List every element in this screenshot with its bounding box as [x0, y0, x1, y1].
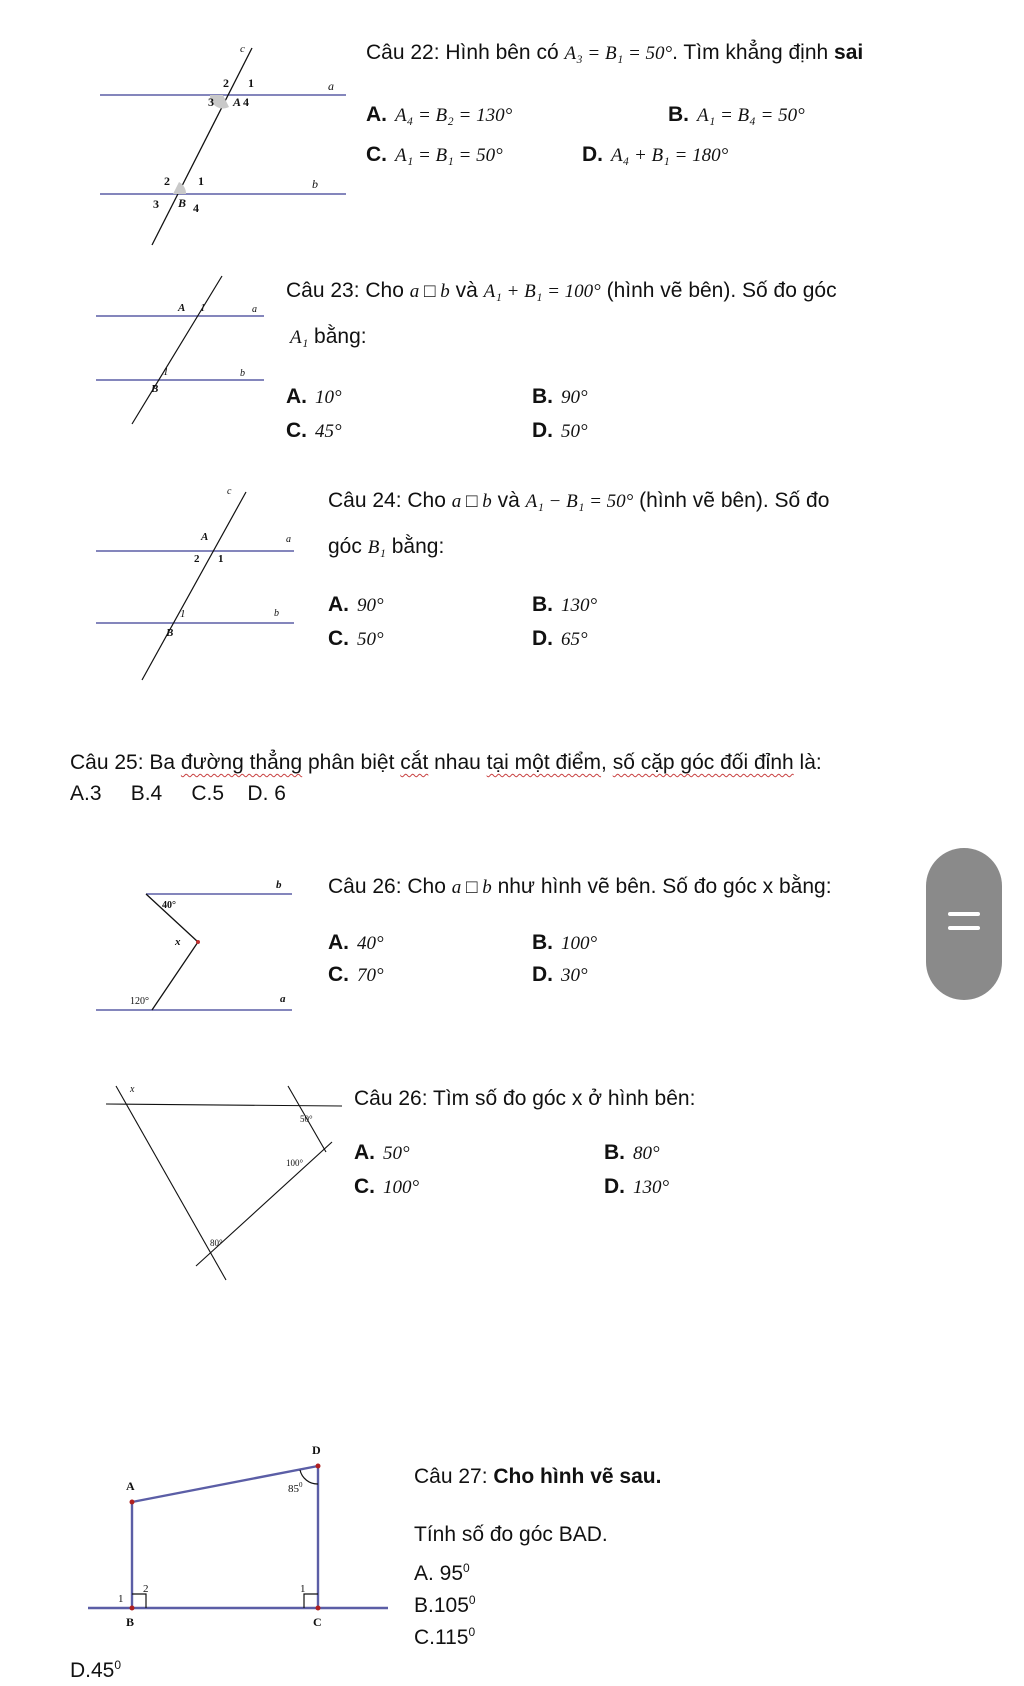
q26a-option-c[interactable]: [328, 962, 384, 989]
q25-w1: đường thẳng: [180, 751, 303, 774]
label-x: x: [175, 936, 181, 948]
q23-math2: A₁ + B₁ = 100°: [483, 281, 601, 302]
question-27: [414, 1464, 661, 1490]
label-1a: 1: [248, 76, 254, 90]
q27-bold: Cho hình vẽ sau.: [493, 1465, 662, 1488]
option-sup: 0: [468, 1625, 476, 1639]
q25-prefix: Câu 25: Ba: [70, 751, 181, 774]
label-B: B: [151, 383, 159, 395]
option-value: 130°: [633, 1177, 670, 1198]
q22-math: A₃ = B₁ = 50°: [564, 43, 673, 64]
q24-option-b[interactable]: [532, 592, 597, 619]
q27-question: Tính số đo góc BAD.: [414, 1523, 608, 1546]
option-value: 80°: [633, 1143, 660, 1164]
menu-fab-button[interactable]: [926, 848, 1002, 1000]
option-label: B.: [604, 1141, 625, 1164]
option-label: B.105: [414, 1594, 469, 1617]
q26a-option-a[interactable]: [328, 930, 384, 957]
q27-option-a[interactable]: [414, 1555, 470, 1587]
option-label: B.: [532, 931, 553, 954]
question-23: [286, 278, 837, 305]
q24-mid: và: [491, 489, 526, 512]
option-sup: 0: [114, 1658, 122, 1672]
option-value: A₄ + B₁ = 180°: [611, 145, 729, 166]
label-b: b: [312, 177, 318, 191]
option-value: 100°: [383, 1177, 420, 1198]
q24-math1: a □ b: [451, 491, 492, 512]
option-label: D.45: [70, 1659, 115, 1682]
label-85-sup: 0: [299, 1481, 303, 1489]
zigzag: [146, 894, 198, 1010]
line-c: [132, 276, 222, 424]
figure-q26a: [96, 870, 296, 1010]
q23-line2-text: bằng:: [308, 325, 367, 348]
label-1b: 1: [180, 608, 186, 620]
q23-suffix: (hình vẽ bên). Số đo góc: [600, 279, 837, 302]
q23-mid: và: [449, 279, 484, 302]
figure-q23: [94, 272, 284, 432]
option-label: A. 95: [414, 1562, 464, 1585]
left-line: [116, 1086, 226, 1280]
angle-mark-d: [300, 1470, 318, 1484]
angle-mark-b: [173, 182, 186, 194]
option-label: C.: [354, 1175, 375, 1198]
q22-option-b[interactable]: [668, 102, 805, 129]
q27-option-c[interactable]: [414, 1619, 475, 1651]
option-value: A₄ = B₂ = 130°: [395, 105, 513, 126]
figure-q27: [88, 1426, 388, 1636]
q23-option-c[interactable]: [286, 418, 342, 445]
option-sup: 0: [463, 1561, 470, 1575]
vertex-point: [196, 940, 200, 944]
label-1a: 1: [200, 302, 206, 314]
label-85-value: 85: [288, 1483, 299, 1495]
option-label: A.: [328, 593, 349, 616]
question-24: [328, 488, 829, 515]
label-1b: 1: [198, 174, 204, 188]
question-26a: [328, 874, 832, 901]
label-B: B: [166, 627, 174, 639]
option-sup: 0: [468, 1593, 476, 1607]
option-label: B.: [532, 385, 553, 408]
label-c: c: [240, 43, 245, 55]
label-a: a: [286, 534, 291, 545]
q24-option-a[interactable]: [328, 592, 384, 619]
label-a: a: [252, 304, 257, 315]
option-value: A₁ = B₁ = 50°: [395, 145, 503, 166]
line-c: [142, 492, 246, 680]
option-label: A.: [354, 1141, 375, 1164]
question-24-line2: [328, 534, 444, 561]
q25-w3: tại một điểm: [486, 751, 602, 774]
option-label: B.: [532, 593, 553, 616]
question-26b: Câu 26: Tìm số đo góc x ở hình bên:: [354, 1087, 696, 1110]
q26a-suffix: như hình vẽ bên. Số đo góc x bằng:: [491, 875, 832, 898]
right-angle-c: [304, 1594, 318, 1608]
label-1c: 1: [300, 1583, 306, 1595]
q27-prefix: Câu 27:: [414, 1465, 494, 1488]
label-2b: 2: [164, 174, 170, 188]
q23-prefix: Câu 23: Cho: [286, 279, 410, 302]
q23-math1: a □ b: [409, 281, 450, 302]
option-value: 40°: [357, 933, 384, 954]
q23-line2-math: A₁: [290, 327, 309, 348]
question-22: [366, 40, 863, 67]
q27-option-d[interactable]: [70, 1652, 121, 1684]
option-label: C.: [366, 143, 387, 166]
point-B: [130, 1606, 135, 1611]
point-C: [316, 1606, 321, 1611]
label-4a: 4: [243, 95, 249, 109]
option-value: 45°: [315, 421, 342, 442]
question-23-line2: [290, 324, 367, 351]
q27-option-b[interactable]: [414, 1587, 476, 1619]
right-angle-b: [132, 1594, 146, 1608]
q26a-option-d[interactable]: [532, 962, 588, 989]
option-value: 90°: [357, 595, 384, 616]
q22-option-d[interactable]: [582, 142, 728, 169]
label-A: A: [126, 1479, 135, 1493]
option-label: D.: [532, 419, 553, 442]
q26a-option-b[interactable]: [532, 930, 597, 957]
menu-bar-top: [948, 912, 980, 916]
q22-option-c[interactable]: [366, 142, 503, 169]
q24-line2-math: B₁: [367, 537, 386, 558]
figure-q26b: [104, 1074, 344, 1284]
line-c: [152, 48, 252, 245]
q26b-option-d[interactable]: [604, 1174, 669, 1201]
q24-prefix: Câu 24: Cho: [328, 489, 452, 512]
q24-option-d[interactable]: [532, 626, 588, 653]
label-2a: 2: [194, 553, 200, 565]
q25-w4: số cặp góc đối đỉnh: [612, 751, 794, 774]
label-1b: 1: [118, 1593, 124, 1605]
label-C: C: [313, 1615, 322, 1629]
q24-option-c[interactable]: [328, 626, 384, 653]
q22-suffix: . Tìm khẳng định: [672, 41, 835, 64]
label-b: b: [274, 608, 279, 619]
figure-q24: [94, 486, 304, 686]
option-value: A₁ = B₄ = 50°: [697, 105, 805, 126]
q22-prefix: Câu 22: Hình bên có: [366, 41, 565, 64]
label-2a: 2: [223, 76, 229, 90]
option-label: A.: [366, 103, 387, 126]
label-3b: 3: [153, 197, 159, 211]
q23-option-b[interactable]: [532, 384, 588, 411]
option-value: 70°: [357, 965, 384, 986]
q22-bold: sai: [834, 41, 864, 64]
label-B: B: [178, 196, 187, 210]
label-a: a: [328, 79, 334, 93]
q26b-option-c[interactable]: [354, 1174, 419, 1201]
label-A: A: [201, 531, 209, 543]
label-B: B: [126, 1615, 135, 1629]
option-label: D.: [532, 627, 553, 650]
label-100: 100°: [286, 1158, 304, 1168]
figure-q22: [90, 40, 350, 250]
option-label: C.: [328, 963, 349, 986]
q23-option-d[interactable]: [532, 418, 588, 445]
q26a-math: a □ b: [451, 877, 492, 898]
q25-t2: nhau: [428, 751, 487, 774]
label-c: c: [227, 486, 232, 497]
option-value: 30°: [561, 965, 588, 986]
q26b-option-a[interactable]: [354, 1140, 410, 1167]
label-50: 50°: [300, 1114, 313, 1124]
q25-answers[interactable]: A.3 B.4 C.5 D. 6: [70, 782, 286, 805]
label-85: [288, 1481, 303, 1495]
q24-suffix: (hình vẽ bên). Số đo: [633, 489, 830, 512]
point-D: [316, 1464, 321, 1469]
option-label: D.: [582, 143, 603, 166]
label-A: A: [178, 302, 186, 314]
label-x: x: [130, 1084, 135, 1095]
menu-bar-bottom: [948, 926, 980, 930]
label-1a: 1: [218, 553, 224, 565]
label-120: 120°: [130, 996, 149, 1007]
option-value: 50°: [357, 629, 384, 650]
q22-option-a[interactable]: [366, 102, 512, 129]
label-2b: 2: [143, 1583, 149, 1595]
option-label: A.: [328, 931, 349, 954]
option-label: C.115: [414, 1626, 469, 1649]
label-80: 80°: [210, 1238, 223, 1248]
option-label: D.: [532, 963, 553, 986]
q25-w2: cắt: [400, 751, 429, 774]
question-25: [70, 750, 822, 776]
label-a: a: [280, 993, 286, 1005]
option-label: A.: [286, 385, 307, 408]
option-value: 100°: [561, 933, 598, 954]
label-D: D: [312, 1443, 321, 1457]
point-A: [130, 1500, 135, 1505]
label-1b: 1: [163, 366, 169, 378]
option-value: 65°: [561, 629, 588, 650]
q23-option-a[interactable]: [286, 384, 342, 411]
option-label: B.: [668, 103, 689, 126]
option-value: 50°: [561, 421, 588, 442]
label-3a: 3: [208, 95, 214, 109]
label-A: A: [233, 95, 242, 109]
option-label: C.: [328, 627, 349, 650]
q25-t3: ,: [601, 751, 613, 774]
label-40: 40°: [162, 900, 176, 911]
option-value: 130°: [561, 595, 598, 616]
q25-t4: là:: [793, 751, 822, 774]
q24-math2: A₁ − B₁ = 50°: [525, 491, 634, 512]
q26a-prefix: Câu 26: Cho: [328, 875, 452, 898]
q24-line2-text2: bằng:: [385, 535, 445, 558]
top-line: [106, 1104, 342, 1106]
option-label: D.: [604, 1175, 625, 1198]
q26b-option-b[interactable]: [604, 1140, 660, 1167]
option-value: 90°: [561, 387, 588, 408]
q24-line2-text1: góc: [328, 535, 368, 558]
label-b: b: [276, 879, 282, 891]
label-4b: 4: [193, 201, 199, 215]
q25-t1: phân biệt: [302, 751, 401, 774]
label-b: b: [240, 368, 245, 379]
option-label: C.: [286, 419, 307, 442]
option-value: 10°: [315, 387, 342, 408]
option-value: 50°: [383, 1143, 410, 1164]
